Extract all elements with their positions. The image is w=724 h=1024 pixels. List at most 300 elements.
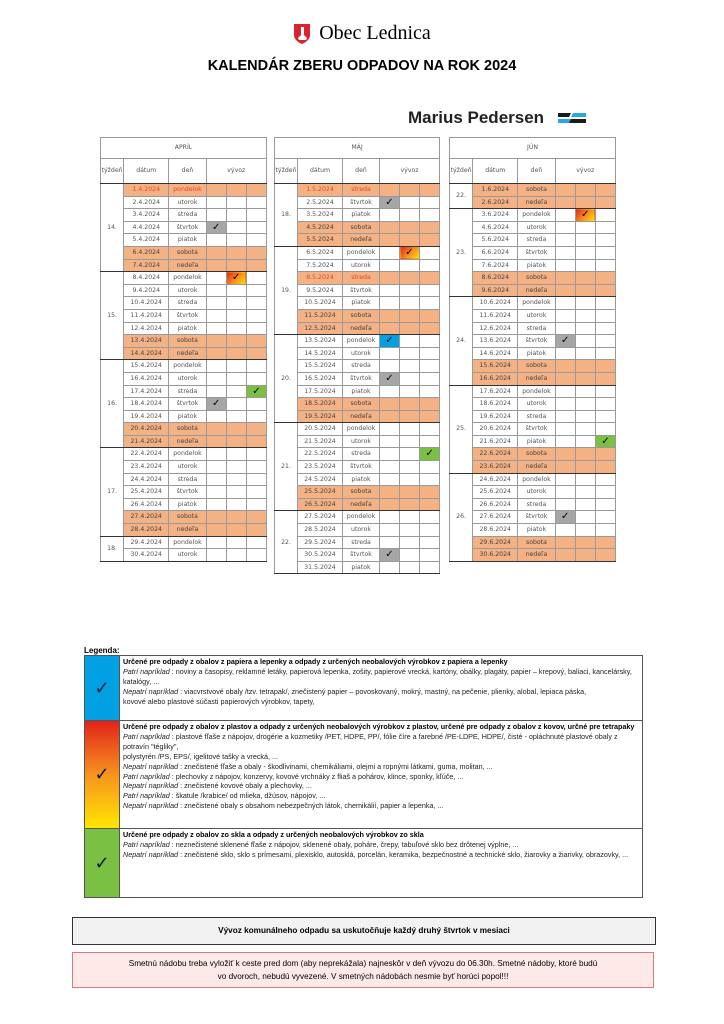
pickup-cell bbox=[400, 461, 420, 474]
legend-line-text: : plastové fľaše z nápojov, drogérie a kozmetiky /PET, HDPE, PP/, fólie číre a farebné /PE-LDPE, HDPE/, čisté - opláchnuté plastové obaly z potravín "tégliky", bbox=[123, 731, 618, 751]
calendar-row bbox=[101, 385, 267, 398]
legend-line-lead: Nepatrí napríklad bbox=[123, 849, 179, 859]
pickup-cell bbox=[400, 196, 420, 209]
pickup-cell bbox=[226, 536, 246, 549]
pickup-cell bbox=[226, 297, 246, 310]
calendar-row bbox=[101, 309, 267, 322]
calendar-row bbox=[101, 448, 267, 461]
pickup-cell bbox=[555, 209, 575, 222]
legend-line bbox=[123, 781, 639, 791]
month-header-row bbox=[450, 138, 616, 159]
day-cell: piatok bbox=[343, 297, 380, 310]
legend-line-lead: Patrí napríklad bbox=[123, 771, 170, 781]
date-cell: 1.5.2024 bbox=[298, 184, 343, 197]
pickup-cell bbox=[380, 423, 400, 436]
legend-swatch-glass bbox=[85, 829, 120, 897]
pickup-cell bbox=[206, 335, 226, 348]
pickup-cell bbox=[420, 360, 440, 373]
company-name: Marius Pedersen bbox=[408, 108, 545, 127]
col-date: dátum bbox=[473, 159, 518, 184]
calendar-row bbox=[275, 259, 440, 272]
date-cell: 14.6.2024 bbox=[473, 347, 518, 360]
date-cell: 25.6.2024 bbox=[473, 486, 518, 499]
calendar-row bbox=[275, 246, 440, 259]
day-cell: štvrtok bbox=[343, 196, 380, 209]
legend-item-glass bbox=[85, 829, 642, 897]
check-icon: ✓ bbox=[94, 764, 110, 784]
date-cell: 3.6.2024 bbox=[473, 209, 518, 222]
pickup-cell bbox=[420, 473, 440, 486]
calendar-row bbox=[101, 347, 267, 360]
calendar-row bbox=[450, 524, 616, 537]
pickup-cell bbox=[246, 322, 266, 335]
calendar-row bbox=[101, 372, 267, 385]
pickup-cell bbox=[575, 549, 595, 562]
pickup-cell bbox=[575, 473, 595, 486]
legend-line-text: : viacvrstvové obaly /tzv. tetrapak/, znečistený papier – povoskovaný, mokrý, mastný, na pečenie, plienky, alobal, lepiaca páska, bbox=[178, 686, 587, 696]
pickup-cell bbox=[420, 461, 440, 474]
pickup-cell bbox=[380, 246, 400, 259]
pickup-cell bbox=[575, 498, 595, 511]
date-cell: 5.6.2024 bbox=[473, 234, 518, 247]
legend-line-text: polystyrén /PS, EPS/, igelitové tašky a vrecká, ... bbox=[123, 751, 278, 761]
pickup-cell bbox=[420, 511, 440, 524]
calendar-row bbox=[275, 511, 440, 524]
pickup-cell bbox=[575, 259, 595, 272]
pickup-cell bbox=[206, 221, 226, 234]
day-cell: nedeľa bbox=[169, 524, 206, 537]
day-cell: pondelok bbox=[169, 272, 206, 285]
pickup-cell bbox=[400, 473, 420, 486]
calendar-row bbox=[275, 561, 440, 574]
pickup-cell bbox=[246, 524, 266, 537]
pickup-cell bbox=[246, 196, 266, 209]
pickup-cell bbox=[206, 385, 226, 398]
pickup-cell bbox=[380, 398, 400, 411]
legend-line bbox=[123, 762, 639, 772]
date-cell: 15.4.2024 bbox=[124, 360, 169, 373]
pickup-cell bbox=[420, 410, 440, 423]
pickup-cell bbox=[400, 372, 420, 385]
day-cell: utorok bbox=[518, 221, 555, 234]
pickup-cell bbox=[555, 486, 575, 499]
calendar-row bbox=[275, 347, 440, 360]
day-cell: pondelok bbox=[518, 297, 555, 310]
check-icon: ✓ bbox=[211, 398, 221, 410]
pickup-cell bbox=[380, 511, 400, 524]
pickup-cell bbox=[555, 435, 575, 448]
day-cell: nedeľa bbox=[169, 259, 206, 272]
date-cell: 12.5.2024 bbox=[298, 322, 343, 335]
day-cell: piatok bbox=[343, 473, 380, 486]
pickup-cell bbox=[555, 498, 575, 511]
day-cell: nedeľa bbox=[518, 461, 555, 474]
day-cell: streda bbox=[169, 385, 206, 398]
calendar-row bbox=[450, 284, 616, 297]
pickup-cell bbox=[380, 536, 400, 549]
pickup-cell bbox=[246, 461, 266, 474]
pickup-cell bbox=[246, 410, 266, 423]
date-cell: 26.4.2024 bbox=[124, 498, 169, 511]
date-cell: 20.4.2024 bbox=[124, 423, 169, 436]
pickup-cell bbox=[226, 511, 246, 524]
calendar-row bbox=[275, 209, 440, 222]
date-cell: 2.6.2024 bbox=[473, 196, 518, 209]
day-cell: utorok bbox=[343, 347, 380, 360]
pickup-cell bbox=[400, 524, 420, 537]
week-number: 22. bbox=[275, 511, 298, 574]
pickup-cell bbox=[555, 511, 575, 524]
pickup-cell bbox=[575, 347, 595, 360]
date-cell: 20.5.2024 bbox=[298, 423, 343, 436]
day-cell: piatok bbox=[343, 209, 380, 222]
date-cell: 28.5.2024 bbox=[298, 524, 343, 537]
calendar-row bbox=[101, 536, 267, 549]
pickup-cell bbox=[206, 398, 226, 411]
pickup-cell bbox=[400, 347, 420, 360]
day-cell: sobota bbox=[518, 360, 555, 373]
pickup-cell bbox=[400, 549, 420, 562]
header-logo-row bbox=[0, 22, 724, 50]
pickup-cell bbox=[595, 221, 615, 234]
legend-title: Určené pre odpady z obalov z papiera a lepenky a odpady z určených neobalových výrobkov z papiera a lepenky bbox=[123, 657, 508, 666]
day-cell: piatok bbox=[518, 524, 555, 537]
day-cell: štvrtok bbox=[169, 398, 206, 411]
col-day: deň bbox=[343, 159, 380, 184]
calendar-row bbox=[450, 335, 616, 348]
date-cell: 29.4.2024 bbox=[124, 536, 169, 549]
legend-text bbox=[120, 721, 642, 828]
calendar-row bbox=[101, 297, 267, 310]
check-icon: ✓ bbox=[425, 448, 434, 460]
pickup-cell bbox=[575, 297, 595, 310]
pickup-cell bbox=[575, 486, 595, 499]
pickup-cell bbox=[246, 259, 266, 272]
calendar-row bbox=[450, 372, 616, 385]
pickup-cell bbox=[226, 448, 246, 461]
calendar-row bbox=[275, 536, 440, 549]
calendar-row bbox=[450, 184, 616, 197]
pickup-cell bbox=[400, 335, 420, 348]
pickup-cell bbox=[380, 284, 400, 297]
date-cell: 27.5.2024 bbox=[298, 511, 343, 524]
pickup-cell bbox=[420, 184, 440, 197]
check-icon: ✓ bbox=[385, 372, 394, 384]
pickup-cell bbox=[400, 448, 420, 461]
date-cell: 6.6.2024 bbox=[473, 246, 518, 259]
calendar-row bbox=[450, 498, 616, 511]
calendar-row bbox=[450, 473, 616, 486]
legend-line-lead: Nepatrí napríklad bbox=[123, 781, 179, 791]
col-pickup: vývoz bbox=[380, 159, 440, 184]
pickup-cell bbox=[246, 372, 266, 385]
calendar-row bbox=[275, 423, 440, 436]
calendar-row bbox=[101, 498, 267, 511]
calendar-row bbox=[101, 335, 267, 348]
calendar-row bbox=[275, 524, 440, 537]
calendar-row bbox=[101, 221, 267, 234]
calendar-row bbox=[101, 246, 267, 259]
calendar-row bbox=[101, 473, 267, 486]
pickup-cell bbox=[420, 398, 440, 411]
legend-line-text: : znečistené fľaše a obaly - škodlivinami, chemikáliami, olejmi a ropnými látkami, guma, molitan, ... bbox=[178, 761, 493, 771]
day-cell: streda bbox=[169, 209, 206, 222]
calendar-row bbox=[450, 511, 616, 524]
pickup-cell bbox=[420, 524, 440, 537]
pickup-cell bbox=[595, 435, 615, 448]
calendar-row bbox=[275, 335, 440, 348]
legend-line-text: : znečistené sklo, sklo s prímesami, plexisklo, autosklá, porcelán, keramika, bezpečnostné a technické sklo, žiarovky a žiarivky, obrazovky, ... bbox=[178, 849, 629, 859]
pickup-cell bbox=[246, 347, 266, 360]
pickup-cell bbox=[420, 486, 440, 499]
pickup-cell bbox=[595, 360, 615, 373]
date-cell: 10.5.2024 bbox=[298, 297, 343, 310]
pickup-cell bbox=[575, 448, 595, 461]
legend-line bbox=[123, 732, 639, 752]
date-cell: 5.4.2024 bbox=[124, 234, 169, 247]
day-cell: štvrtok bbox=[518, 511, 555, 524]
week-number: 18. bbox=[275, 184, 298, 247]
day-cell: streda bbox=[343, 536, 380, 549]
calendar-row bbox=[275, 410, 440, 423]
org-name: Obec Lednica bbox=[319, 22, 431, 44]
date-cell: 31.5.2024 bbox=[298, 561, 343, 574]
calendar-row bbox=[275, 234, 440, 247]
calendar-row bbox=[275, 448, 440, 461]
date-cell: 13.5.2024 bbox=[298, 335, 343, 348]
date-cell: 23.5.2024 bbox=[298, 461, 343, 474]
calendar-row bbox=[275, 461, 440, 474]
calendar-row bbox=[450, 385, 616, 398]
pickup-cell bbox=[226, 234, 246, 247]
day-cell: nedeľa bbox=[343, 234, 380, 247]
date-cell: 18.6.2024 bbox=[473, 398, 518, 411]
calendar-row bbox=[450, 398, 616, 411]
calendar-row bbox=[275, 398, 440, 411]
day-cell: piatok bbox=[343, 561, 380, 574]
pickup-cell bbox=[595, 272, 615, 285]
day-cell: nedeľa bbox=[343, 410, 380, 423]
date-cell: 22.4.2024 bbox=[124, 448, 169, 461]
pickup-cell bbox=[400, 423, 420, 436]
day-cell: streda bbox=[518, 234, 555, 247]
pickup-cell bbox=[380, 473, 400, 486]
day-cell: pondelok bbox=[343, 511, 380, 524]
pickup-cell bbox=[226, 372, 246, 385]
pickup-cell bbox=[420, 234, 440, 247]
day-cell: štvrtok bbox=[518, 246, 555, 259]
pickup-cell bbox=[555, 448, 575, 461]
date-cell: 24.4.2024 bbox=[124, 473, 169, 486]
day-cell: štvrtok bbox=[343, 461, 380, 474]
legend-text bbox=[120, 829, 642, 897]
pickup-cell bbox=[226, 385, 246, 398]
legend-line bbox=[123, 850, 639, 860]
pickup-cell bbox=[380, 234, 400, 247]
pickup-cell bbox=[206, 435, 226, 448]
date-cell: 25.4.2024 bbox=[124, 486, 169, 499]
day-cell: nedeľa bbox=[343, 322, 380, 335]
day-cell: streda bbox=[343, 448, 380, 461]
date-cell: 3.5.2024 bbox=[298, 209, 343, 222]
pickup-cell bbox=[226, 284, 246, 297]
calendar-row bbox=[101, 461, 267, 474]
pickup-cell bbox=[555, 398, 575, 411]
day-cell: sobota bbox=[518, 184, 555, 197]
week-number: 15. bbox=[101, 272, 124, 360]
day-cell: utorok bbox=[518, 486, 555, 499]
day-cell: piatok bbox=[169, 234, 206, 247]
pickup-cell bbox=[400, 435, 420, 448]
date-cell: 23.6.2024 bbox=[473, 461, 518, 474]
pickup-cell bbox=[246, 221, 266, 234]
pickup-cell bbox=[206, 347, 226, 360]
week-number: 21. bbox=[275, 423, 298, 511]
date-cell: 24.6.2024 bbox=[473, 473, 518, 486]
pickup-cell bbox=[226, 221, 246, 234]
date-cell: 7.4.2024 bbox=[124, 259, 169, 272]
day-cell: sobota bbox=[343, 398, 380, 411]
day-cell: sobota bbox=[343, 221, 380, 234]
pickup-cell bbox=[595, 234, 615, 247]
day-cell: štvrtok bbox=[343, 372, 380, 385]
legend-line bbox=[123, 791, 639, 801]
pickup-cell bbox=[246, 435, 266, 448]
date-cell: 27.4.2024 bbox=[124, 511, 169, 524]
calendar-row bbox=[101, 511, 267, 524]
legend-text bbox=[120, 656, 642, 720]
date-cell: 19.5.2024 bbox=[298, 410, 343, 423]
pickup-cell bbox=[420, 549, 440, 562]
date-cell: 2.5.2024 bbox=[298, 196, 343, 209]
day-cell: pondelok bbox=[343, 246, 380, 259]
calendar-row bbox=[101, 184, 267, 197]
pickup-cell bbox=[575, 398, 595, 411]
date-cell: 26.5.2024 bbox=[298, 498, 343, 511]
pickup-cell bbox=[555, 372, 575, 385]
calendar-row bbox=[450, 448, 616, 461]
calendar-row bbox=[275, 221, 440, 234]
pickup-cell bbox=[575, 234, 595, 247]
date-cell: 14.5.2024 bbox=[298, 347, 343, 360]
lednica-crest-icon bbox=[293, 23, 311, 45]
date-cell: 15.6.2024 bbox=[473, 360, 518, 373]
pickup-cell bbox=[246, 234, 266, 247]
col-pickup: vývoz bbox=[555, 159, 615, 184]
date-cell: 25.5.2024 bbox=[298, 486, 343, 499]
pickup-cell bbox=[575, 209, 595, 222]
day-cell: pondelok bbox=[518, 385, 555, 398]
pickup-cell bbox=[555, 536, 575, 549]
pickup-cell bbox=[226, 360, 246, 373]
pickup-cell bbox=[226, 486, 246, 499]
col-day: deň bbox=[169, 159, 206, 184]
pickup-cell bbox=[206, 473, 226, 486]
pickup-cell bbox=[226, 259, 246, 272]
pickup-cell bbox=[380, 347, 400, 360]
pickup-cell bbox=[400, 322, 420, 335]
calendar-row bbox=[450, 347, 616, 360]
day-cell: streda bbox=[343, 184, 380, 197]
calendar-row bbox=[101, 196, 267, 209]
day-cell: piatok bbox=[343, 385, 380, 398]
pickup-cell bbox=[226, 196, 246, 209]
date-cell: 19.4.2024 bbox=[124, 410, 169, 423]
date-cell: 30.5.2024 bbox=[298, 549, 343, 562]
pickup-cell bbox=[595, 473, 615, 486]
pickup-cell bbox=[575, 184, 595, 197]
legend-line-lead: Patrí napríklad bbox=[123, 731, 170, 741]
date-cell: 11.6.2024 bbox=[473, 309, 518, 322]
pickup-cell bbox=[555, 221, 575, 234]
day-cell: nedeľa bbox=[169, 347, 206, 360]
pickup-cell bbox=[246, 272, 266, 285]
pickup-cell bbox=[206, 423, 226, 436]
date-cell: 16.4.2024 bbox=[124, 372, 169, 385]
pickup-cell bbox=[555, 259, 575, 272]
pickup-cell bbox=[206, 209, 226, 222]
col-date: dátum bbox=[124, 159, 169, 184]
pickup-cell bbox=[575, 221, 595, 234]
pickup-cell bbox=[420, 561, 440, 574]
date-cell: 4.4.2024 bbox=[124, 221, 169, 234]
pickup-cell bbox=[226, 410, 246, 423]
day-cell: streda bbox=[169, 297, 206, 310]
day-cell: štvrtok bbox=[518, 423, 555, 436]
calendar-row bbox=[450, 423, 616, 436]
pickup-cell bbox=[555, 246, 575, 259]
calendar-row bbox=[101, 360, 267, 373]
pickup-cell bbox=[246, 473, 266, 486]
date-cell: 9.4.2024 bbox=[124, 284, 169, 297]
day-cell: pondelok bbox=[169, 360, 206, 373]
day-cell: streda bbox=[518, 322, 555, 335]
pickup-cell bbox=[246, 297, 266, 310]
check-icon: ✓ bbox=[94, 852, 110, 873]
calendar-row bbox=[101, 259, 267, 272]
calendar-row bbox=[450, 272, 616, 285]
pickup-cell bbox=[380, 561, 400, 574]
week-number: 26. bbox=[450, 473, 473, 561]
date-cell: 26.6.2024 bbox=[473, 498, 518, 511]
pickup-cell bbox=[420, 209, 440, 222]
pickup-cell bbox=[595, 486, 615, 499]
pickup-cell bbox=[246, 309, 266, 322]
date-cell: 28.4.2024 bbox=[124, 524, 169, 537]
pickup-cell bbox=[555, 234, 575, 247]
column-header-row bbox=[450, 159, 616, 184]
date-cell: 18.4.2024 bbox=[124, 398, 169, 411]
pickup-cell bbox=[595, 309, 615, 322]
calendar-row bbox=[101, 435, 267, 448]
calendar-row bbox=[275, 435, 440, 448]
calendar-row bbox=[450, 209, 616, 222]
date-cell: 22.6.2024 bbox=[473, 448, 518, 461]
calendar-row bbox=[450, 549, 616, 562]
pickup-cell bbox=[595, 498, 615, 511]
pickup-cell bbox=[206, 184, 226, 197]
date-cell: 1.4.2024 bbox=[124, 184, 169, 197]
day-cell: utorok bbox=[518, 398, 555, 411]
pickup-cell bbox=[555, 473, 575, 486]
calendar-row bbox=[450, 259, 616, 272]
day-cell: štvrtok bbox=[169, 221, 206, 234]
calendar-row bbox=[275, 498, 440, 511]
column-header-row bbox=[101, 159, 267, 184]
calendar-row bbox=[275, 360, 440, 373]
pickup-cell bbox=[575, 246, 595, 259]
legend-line bbox=[123, 667, 639, 687]
